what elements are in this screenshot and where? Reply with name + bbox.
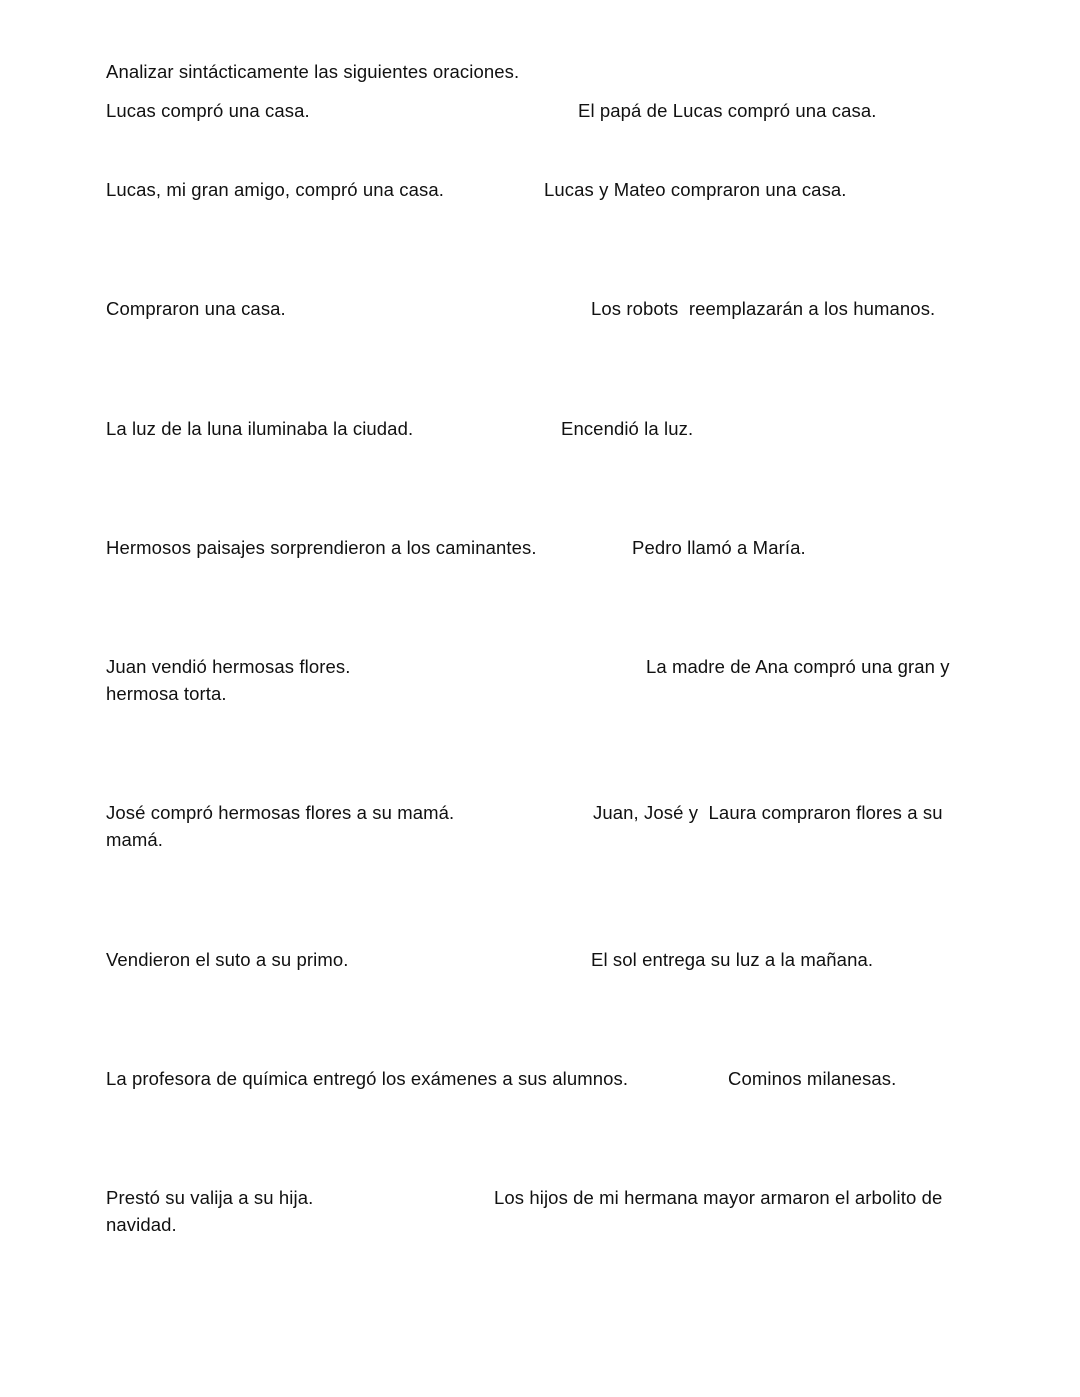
sentence-left-4: La luz de la luna iluminaba la ciudad. <box>106 418 414 439</box>
sentence-left-9: La profesora de química entregó los exámenes a sus alumnos. <box>106 1068 629 1089</box>
sentence-left-3: Compraron una casa. <box>106 298 286 319</box>
sentence-right-8: El sol entrega su luz a la mañana. <box>591 949 874 970</box>
sentence-right-7: Juan, José y Laura compraron flores a su <box>593 802 943 823</box>
sentence-right-10: Los hijos de mi hermana mayor armaron el arbolito de <box>494 1187 943 1208</box>
sentence-right-1: El papá de Lucas compró una casa. <box>578 100 877 121</box>
sentence-continuation-10: navidad. <box>106 1214 177 1235</box>
sentence-continuation-6: hermosa torta. <box>106 683 227 704</box>
instruction-text: Analizar sintácticamente las siguientes oraciones. <box>106 61 520 82</box>
sentence-continuation-7: mamá. <box>106 829 164 850</box>
sentence-left-7: José compró hermosas flores a su mamá. <box>106 802 455 823</box>
sentence-left-10: Prestó su valija a su hija. <box>106 1187 314 1208</box>
sentence-right-2: Lucas y Mateo compraron una casa. <box>544 179 847 200</box>
sentence-left-5: Hermosos paisajes sorprendieron a los caminantes. <box>106 537 537 558</box>
sentence-left-2: Lucas, mi gran amigo, compró una casa. <box>106 179 444 200</box>
sentence-right-3: Los robots reemplazarán a los humanos. <box>591 298 936 319</box>
sentence-left-6: Juan vendió hermosas flores. <box>106 656 351 677</box>
sentence-right-6: La madre de Ana compró una gran y <box>646 656 950 677</box>
sentence-right-9: Cominos milanesas. <box>728 1068 897 1089</box>
sentence-left-1: Lucas compró una casa. <box>106 100 310 121</box>
sentence-left-8: Vendieron el suto a su primo. <box>106 949 349 970</box>
sentence-right-4: Encendió la luz. <box>561 418 694 439</box>
sentence-right-5: Pedro llamó a María. <box>632 537 806 558</box>
